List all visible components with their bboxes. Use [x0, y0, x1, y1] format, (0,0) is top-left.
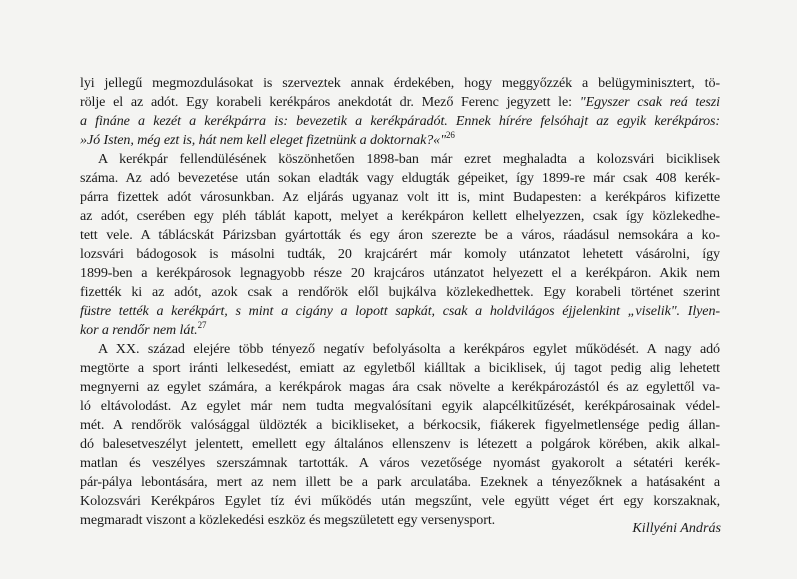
text-segment: füstre tették a kerékpárt, s mint a cigány a lopott sapkát, csak a holdvilágos éjjelenkint „viselik". Ilyen- — [80, 303, 720, 319]
text-line — [80, 473, 720, 492]
paragraph — [80, 340, 720, 530]
text-segment: matlan és veszélyes szerszámnak tartották. A város vezetősége nyomást gyakorolt a sétatéri kerék- — [80, 455, 720, 471]
text-line — [80, 321, 720, 340]
text-line — [80, 131, 720, 150]
text-line — [80, 340, 720, 359]
text-line — [80, 416, 720, 435]
text-line — [80, 226, 720, 245]
text-line — [80, 188, 720, 207]
text-line — [80, 283, 720, 302]
text-segment: 1899-ben a kerékpárosok legnagyobb része 20 krajcáros utánzatot helyezett el a kerékpáron. Akik nem — [80, 265, 720, 281]
text-segment: a fináne a kezét a kerékpárra is: bevezetik a kerékpáradót. Ennek hírére felsóhajt az egyik kerékpáros: — [80, 113, 720, 129]
text-segment: »Jó Isten, még ezt is, hát nem kell eleget fizetnünk a doktornak?«" — [80, 132, 446, 148]
text-segment: rölje el az adót. Egy korabeli kerékpáros anekdotát dr. Mező Ferenc jegyzett le: — [80, 94, 580, 110]
text-segment: fizették ki az adót, azok csak a rendőrök elől bujkálva közlekedhettek. Egy korabeli történet szerint — [80, 284, 720, 300]
paragraph — [80, 74, 720, 150]
text-line — [80, 264, 720, 283]
text-segment: A kerékpár fellendülésének köszönhetően 1898-ban már ezret meghaladta a kolozsvári biciklisek — [98, 151, 720, 167]
text-line — [80, 511, 720, 530]
text-segment: dó balesetveszélyt jelentett, emellett egy általános ellenszenv is létezett a polgárok körében, akik alkal- — [80, 436, 720, 452]
text-line — [80, 112, 720, 131]
footnote-ref: 26 — [445, 130, 455, 140]
text-segment: száma. Az adó bevezetése után sokan eladták vagy eldugták gépeiket, így 1899-re már csak 408 kerék- — [80, 170, 720, 186]
text-line — [80, 207, 720, 226]
text-segment: lozsvári bádogosok is másolni tudták, 20 krajcárért már komoly utánzatot lehetett vásárolni, így — [80, 246, 720, 262]
text-segment: megnyerni az egylet számára, a kerékpárok magas ára csak növelte a kerékpározástól és az egylettől va- — [80, 379, 720, 395]
text-segment: Kolozsvári Kerékpáros Egylet tíz évi működés után megszűnt, vele együtt véget ért egy korszaknak, — [80, 493, 720, 509]
text-line — [80, 359, 720, 378]
text-segment: "Egyszer csak reá teszi — [579, 94, 720, 110]
text-line — [80, 93, 720, 112]
text-segment: párra fizettek adót városunkban. Az eljárás ugyanaz volt itt is, mint Budapesten: a kerékpáros kifizette — [80, 189, 720, 205]
text-line — [80, 74, 720, 93]
article-body — [80, 74, 720, 530]
text-line — [80, 150, 720, 169]
text-line — [80, 435, 720, 454]
text-line — [80, 169, 720, 188]
text-segment: lyi jellegű megmozdulásokat is szerveztek annak érdekében, hogy meggyőzzék a belügyminisztert, tö- — [80, 75, 720, 91]
text-line — [80, 245, 720, 264]
author-signature: Killyéni András — [632, 520, 721, 536]
text-line — [80, 397, 720, 416]
text-segment: kor a rendőr nem lát. — [80, 322, 198, 338]
text-segment: megtörte a sport iránti lelkesedést, emiatt az egyletből kiálltak a biciklisek, új tagot pedig alig lehetett — [80, 360, 720, 376]
text-segment: mét. A rendőrök valósággal üldözték a bicikliseket, a bérkocsik, fiákerek figyelmetlensége pedig állan- — [80, 417, 720, 433]
text-segment: pár-pálya lebontására, mert az nem illett be a park arculatába. Ezeknek a tényezőknek a hatásaként a — [80, 474, 720, 490]
text-segment: tett vele. A táblácskát Párizsban gyártották és egy áron szerezte be a város, ráadásul nemsokára a ko- — [80, 227, 720, 243]
text-segment: ló eltávolodást. Az egylet már nem tudta megvalósítani egyik alapcélkitűzését, kerékpárosainak védel- — [80, 398, 720, 414]
text-segment: az adót, cserében egy pléh táblát kapott, melyet a kerékpáron kellett elhelyezzen, csak így közlekedhe- — [80, 208, 720, 224]
text-segment: megmaradt viszont a közlekedési eszköz és megszületett egy versenysport. — [80, 512, 496, 528]
text-line — [80, 454, 720, 473]
text-segment: A XX. század elejére több tényező negatív befolyásolta a kerékpáros egylet működését. A nagy adó — [98, 341, 720, 357]
text-line — [80, 492, 720, 511]
footnote-ref: 27 — [197, 320, 207, 330]
text-line — [80, 378, 720, 397]
paragraph — [80, 150, 720, 340]
text-line — [80, 302, 720, 321]
